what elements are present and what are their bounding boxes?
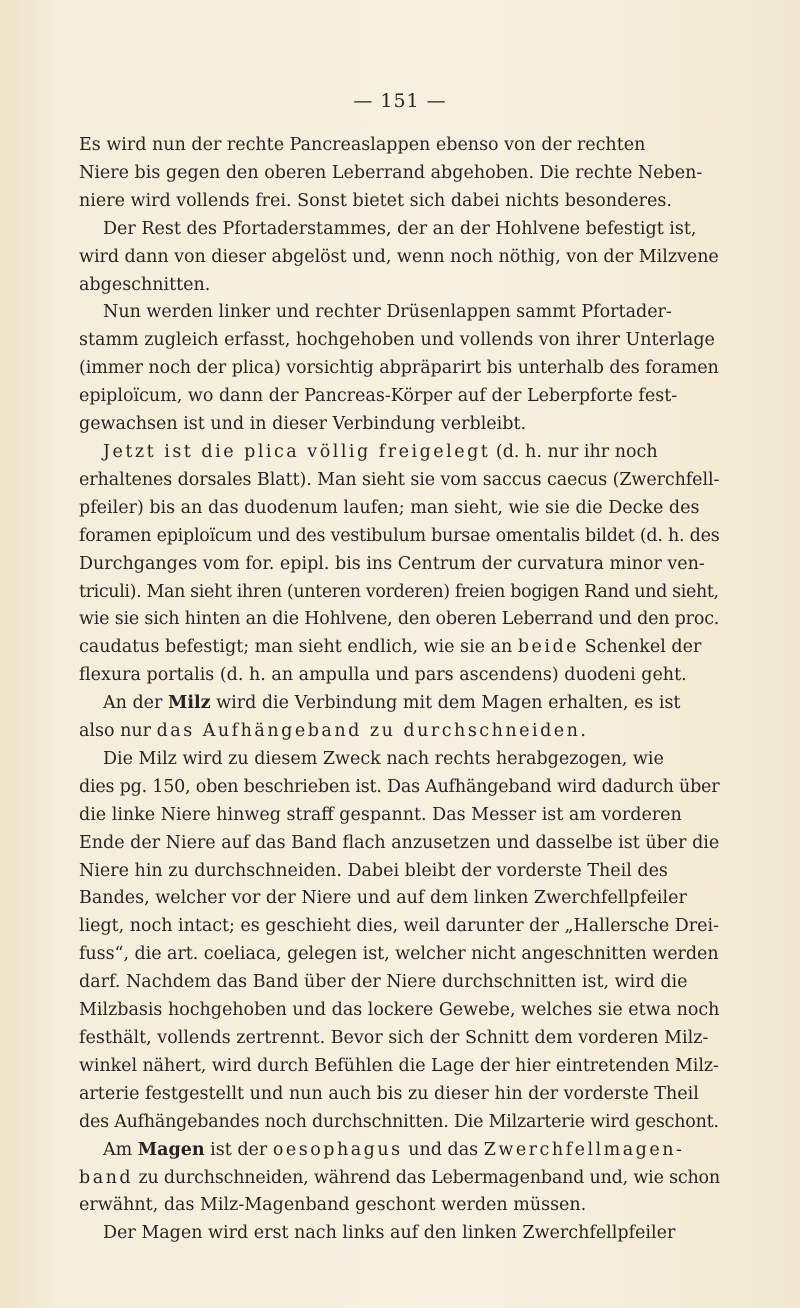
text-line bbox=[79, 885, 719, 913]
text-line bbox=[79, 160, 719, 188]
emphasis-text: oesophagus bbox=[272, 1139, 403, 1160]
text-run: fuss“, die art. coeliaca, gelegen ist, welcher nicht angeschnitten werden bbox=[79, 944, 719, 965]
text-line bbox=[79, 551, 719, 579]
emphasis-text: Zwerchfellmagen- bbox=[483, 1139, 685, 1160]
text-line bbox=[79, 746, 719, 774]
text-line bbox=[79, 1137, 719, 1165]
emphasis-text: Magen bbox=[137, 1139, 205, 1160]
text-run: Nun werden linker und rechter Drüsenlappen sammt Pfortader- bbox=[103, 302, 672, 323]
text-run: Der Rest des Pfortaderstammes, der an der Hohlvene befestigt ist, bbox=[103, 218, 697, 239]
text-run: dies pg. 150, oben beschrieben ist. Das Aufhängeband wird dadurch über bbox=[79, 776, 720, 797]
text-line bbox=[79, 244, 719, 272]
text-run: abgeschnitten. bbox=[79, 274, 211, 295]
text-line bbox=[79, 1109, 719, 1137]
text-line bbox=[79, 913, 719, 941]
emphasis-text: Jetzt ist die plica völlig freigelegt bbox=[103, 441, 491, 462]
text-run: triculi). Man sieht ihren (unteren vorderen) freien bogigen Rand und sieht, bbox=[79, 581, 719, 602]
text-run: Niere bis gegen den oberen Leberrand abgehoben. Die rechte Neben- bbox=[79, 162, 703, 183]
text-line bbox=[79, 216, 719, 244]
body-text bbox=[79, 132, 719, 1248]
text-run: zu durchschneiden, während das Lebermagenband und, wie schon bbox=[133, 1167, 720, 1188]
text-run: wird dann von dieser abgelöst und, wenn noch nöthig, von der Milzvene bbox=[79, 246, 719, 267]
text-run: darf. Nachdem das Band über der Niere durchschnitten ist, wird die bbox=[79, 972, 688, 993]
text-run: gewachsen ist und in dieser Verbindung verbleibt. bbox=[79, 414, 527, 435]
text-run: erhaltenes dorsales Blatt). Man sieht sie vom saccus caecus (Zwerchfell- bbox=[79, 469, 720, 490]
page-number: — 151 — bbox=[353, 90, 447, 112]
text-run: epiploïcum, wo dann der Pancreas-Körper auf der Leberpforte fest- bbox=[79, 386, 678, 407]
text-run: Am bbox=[103, 1139, 138, 1160]
text-run: Die Milz wird zu diesem Zweck nach rechts herabgezogen, wie bbox=[103, 748, 664, 769]
text-line bbox=[79, 327, 719, 355]
text-line bbox=[79, 132, 719, 160]
text-run: winkel nähert, wird durch Befühlen die Lage der hier eintretenden Milz- bbox=[79, 1055, 719, 1076]
text-run: stamm zugleich erfasst, hochgehoben und vollends von ihrer Unterlage bbox=[79, 330, 715, 351]
text-run: ist der bbox=[204, 1139, 273, 1160]
text-line bbox=[79, 690, 719, 718]
text-line bbox=[79, 495, 719, 523]
emphasis-text: band bbox=[79, 1167, 134, 1188]
text-run: caudatus befestigt; man sieht endlich, wie sie an bbox=[79, 637, 518, 658]
text-line bbox=[79, 411, 719, 439]
text-line bbox=[79, 1053, 719, 1081]
text-run: wird die Verbindung mit dem Magen erhalten, es ist bbox=[210, 693, 681, 714]
text-run: die linke Niere hinweg straff gespannt. Das Messer ist am vorderen bbox=[79, 804, 682, 825]
text-run: Bandes, welcher vor der Niere und auf dem linken Zwerchfellpfeiler bbox=[79, 888, 687, 909]
text-line bbox=[79, 1220, 719, 1248]
text-line bbox=[79, 523, 719, 551]
text-line bbox=[79, 634, 719, 662]
text-run: liegt, noch intact; es geschieht dies, weil darunter der „Hallersche Drei- bbox=[79, 916, 719, 937]
text-line bbox=[79, 941, 719, 969]
text-run: Es wird nun der rechte Pancreaslappen ebenso von der rechten bbox=[79, 135, 646, 155]
text-run: arterie festgestellt und nun auch bis zu dieser hin der vorderste Theil bbox=[79, 1083, 699, 1104]
text-line bbox=[79, 467, 719, 495]
text-run: Durchganges vom for. epipl. bis ins Centrum der curvatura minor ven- bbox=[79, 553, 705, 574]
text-run: also nur bbox=[79, 721, 157, 742]
text-run: Ende der Niere auf das Band flach anzusetzen und dasselbe ist über die bbox=[79, 832, 720, 853]
text-line bbox=[79, 1025, 719, 1053]
text-run: pfeiler) bis an das duodenum laufen; man sieht, wie sie die Decke des bbox=[79, 497, 700, 518]
text-run: wie sie sich hinten an die Hohlvene, den oberen Leberrand und den proc. bbox=[79, 609, 720, 630]
text-line bbox=[79, 1165, 719, 1193]
text-line bbox=[79, 383, 719, 411]
text-run: des Aufhängebandes noch durchschnitten. Die Milzarterie wird geschont. bbox=[79, 1111, 719, 1132]
text-line bbox=[79, 662, 719, 690]
text-line bbox=[79, 858, 719, 886]
emphasis-text: beide bbox=[517, 637, 580, 658]
text-line bbox=[79, 355, 719, 383]
text-run: (d. h. nur ihr noch bbox=[490, 441, 658, 462]
text-run: An der bbox=[103, 693, 168, 714]
text-run: niere wird vollends frei. Sonst bietet sich dabei nichts besonderes. bbox=[79, 190, 672, 211]
text-line bbox=[79, 969, 719, 997]
text-line bbox=[79, 1081, 719, 1109]
text-line bbox=[79, 188, 719, 216]
text-line bbox=[79, 299, 719, 327]
emphasis-text: das Aufhängeband zu durchschneiden. bbox=[156, 721, 589, 742]
text-run: Schenkel der bbox=[579, 637, 702, 658]
emphasis-text: Milz bbox=[167, 693, 211, 714]
text-run: festhält, vollends zertrennt. Bevor sich der Schnitt dem vorderen Milz- bbox=[79, 1028, 709, 1048]
text-line bbox=[79, 1192, 719, 1220]
text-run: (immer noch der plica) vorsichtig abpräparirt bis unterhalb des foramen bbox=[79, 358, 719, 379]
text-run: Niere hin zu durchschneiden. Dabei bleibt der vorderste Theil des bbox=[79, 860, 668, 881]
text-line bbox=[79, 606, 719, 634]
text-run: Der Magen wird erst nach links auf den linken Zwerchfellpfeiler bbox=[103, 1223, 676, 1244]
text-line bbox=[79, 439, 719, 467]
text-run: foramen epiploïcum und des vestibulum bursae omentalis bildet (d. h. des bbox=[79, 525, 720, 546]
text-line bbox=[79, 718, 719, 746]
text-run: Milzbasis hochgehoben und das lockere Gewebe, welches sie etwa noch bbox=[79, 1000, 720, 1021]
text-run: erwähnt, das Milz-Magenband geschont werden müssen. bbox=[79, 1195, 587, 1216]
text-line bbox=[79, 774, 719, 802]
text-line bbox=[79, 830, 719, 858]
text-line bbox=[79, 272, 719, 300]
text-run: und das bbox=[402, 1139, 484, 1160]
text-line bbox=[79, 802, 719, 830]
text-run: flexura portalis (d. h. an ampulla und pars ascendens) duodeni geht. bbox=[79, 665, 687, 686]
text-line bbox=[79, 997, 719, 1025]
text-line bbox=[79, 579, 719, 607]
